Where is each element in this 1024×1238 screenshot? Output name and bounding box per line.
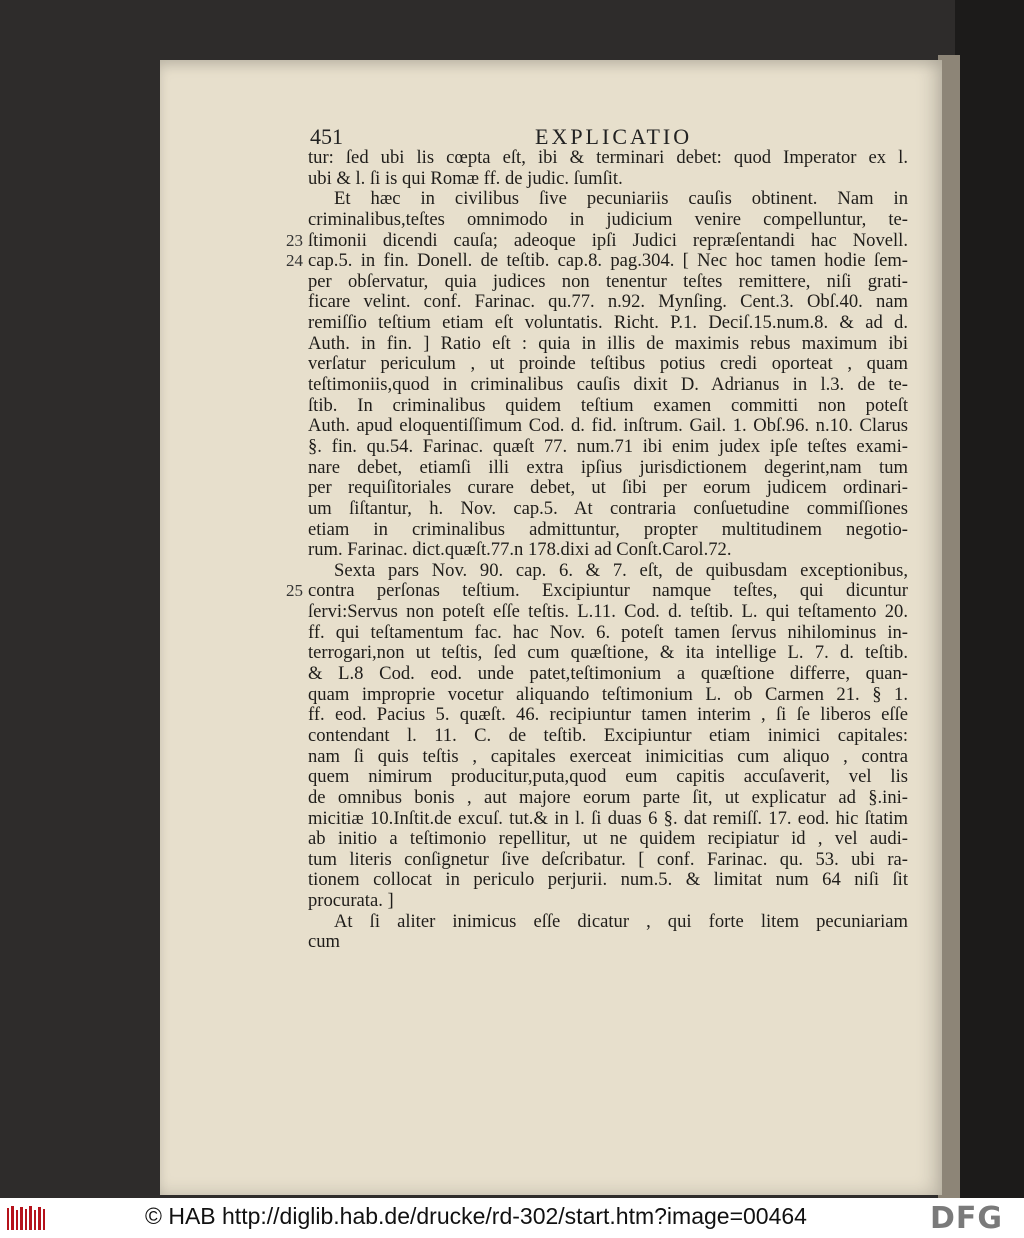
line-text: ſtimonii dicendi cauſa; adeoque ipſi Judici repræſentandi hac Novell. [308, 229, 908, 251]
text-line [308, 705, 908, 726]
line-text: cap.5. in fin. Donell. de teſtib. cap.8. pag.304. [ Nec hoc tamen hodie ſem- [308, 250, 908, 272]
line-text: Auth. in fin. ] Ratio eſt : quia in illis de maximis rebus maximum ibi [308, 332, 908, 354]
text-line [308, 932, 908, 953]
text-line [308, 685, 908, 706]
dfg-logo: DFG [930, 1201, 1004, 1236]
line-text: teſtimoniis,quod in criminalibus cauſis dixit D. Adrianus in l.3. de te- [308, 374, 908, 396]
text-line [308, 416, 908, 437]
text-line [308, 520, 908, 541]
page-header [310, 124, 870, 148]
text-line [308, 643, 908, 664]
text-line [308, 747, 908, 768]
line-text: per requiſitoriales curare debet, ut ſibi per eorum judicem ordinari- [308, 477, 908, 499]
text-line [308, 726, 908, 747]
text-line [286, 250, 908, 272]
line-text: At ſi aliter inimicus eſſe dicatur , qui forte litem pecuniariam [334, 910, 908, 932]
citation-link[interactable]: © HAB http://diglib.hab.de/drucke/rd-302/start.htm?image=00464 [145, 1203, 807, 1229]
line-text: nam ſi quis teſtis , capitales exerceat inimicitias cum aliquo , contra [308, 745, 908, 767]
line-text: Auth. apud eloquentiſſimum Cod. d. fid. inſtrum. Gail. 1. Obſ.96. n.10. Clarus [308, 415, 908, 437]
line-text: de omnibus bonis , aut majore eorum parte ſit, ut explicatur ad §.ini- [308, 786, 908, 808]
text-line [308, 788, 908, 809]
line-text: ab initio a teſtimonio repellitur, ut ne quidem recipiatur id , vel audi- [308, 828, 908, 850]
text-line [308, 189, 908, 210]
text-line [308, 891, 908, 912]
line-text: per obſervatur, quia judices non tenentur teſtes remittere, niſi grati- [308, 270, 908, 292]
line-text: nare debet, etiamſi illi extra ipſius jurisdictionem degerint,nam tum [308, 456, 908, 478]
text-line [308, 602, 908, 623]
text-line [308, 272, 908, 293]
line-text: etiam in criminalibus admittuntur, propter multitudinem negotio- [308, 518, 908, 540]
line-text: remiſſio teſtium etiam eſt voluntatis. Richt. P.1. Deciſ.15.num.8. & ad d. [308, 312, 908, 334]
text-line [308, 499, 908, 520]
line-text: ff. eod. Pacius 5. quæſt. 46. recipiuntur tamen interim , ſi ſe liberos eſſe [308, 704, 908, 726]
text-line [308, 561, 908, 582]
text-line [308, 169, 908, 190]
footer-bar [0, 1198, 1024, 1238]
running-title: EXPLICATIO [535, 124, 693, 149]
text-line [308, 870, 908, 891]
line-text: quam improprie vocetur aliquando teſtimonium L. ob Carmen 21. § 1. [308, 683, 908, 705]
page-number: 451 [310, 124, 343, 149]
line-text: Et hæc in civilibus ſive pecuniariis cauſis obtinent. Nam in [334, 188, 908, 210]
line-text: cum [308, 931, 341, 953]
line-text: contra perſonas teſtium. Excipiuntur namque teſtes, qui dicuntur [308, 580, 908, 602]
line-text: tionem collocat in periculo perjurii. num.5. & limitat num 64 niſi ſit [308, 869, 908, 891]
line-text: procurata. ] [308, 890, 394, 912]
margin-number: 25 [286, 581, 303, 601]
page-text [286, 147, 908, 953]
text-line [286, 229, 908, 252]
text-line [308, 396, 908, 417]
line-text: ff. qui teſtamentum fac. hac Nov. 6. poteſt tamen ſervus nihilominus in- [308, 621, 908, 643]
text-line [308, 623, 908, 644]
text-line [308, 210, 908, 231]
text-line [308, 313, 908, 334]
text-line [308, 478, 908, 499]
line-text: criminalibus,teſtes omnimodo in judicium venire compelluntur, te- [308, 208, 908, 230]
line-text: contendant l. 11. C. de teſtib. Excipiuntur etiam inimici capitales: [308, 724, 908, 746]
text-line [308, 354, 908, 375]
line-text: tur: ſed ubi lis cœpta eſt, ibi & terminari debet: quod Imperator ex l. [308, 147, 908, 168]
line-text: ubi & l. ſi is qui Romæ ff. de judic. ſumſit. [308, 167, 623, 189]
background-right [955, 0, 1024, 1198]
line-text: um ſiſtantur, h. Nov. cap.5. At contraria conſuetudine commiſſiones [308, 497, 908, 519]
text-line [308, 334, 908, 355]
line-text: terrogari,non ut teſtis, ſed cum quæſtione, & ita intellige L. 7. d. teſtib. [308, 642, 908, 664]
text-line [308, 540, 908, 561]
text-line [308, 458, 908, 479]
line-text: §. fin. qu.54. Farinac. quæſt 77. num.71 ibi enim judex ipſe teſtes exami- [308, 435, 908, 457]
line-text: verſatur periculum , ut proinde teſtibus potius credi oporteat , quam [308, 353, 908, 375]
line-text: Sexta pars Nov. 90. cap. 6. & 7. eſt, de quibusdam exceptionibus, [334, 559, 908, 581]
text-line [308, 437, 908, 458]
text-line [308, 829, 908, 850]
text-line [308, 912, 908, 933]
text-line [308, 809, 908, 830]
line-text: ſervi:Servus non poteſt eſſe teſtis. L.11. Cod. d. teſtib. L. qui teſtamento 20. [308, 601, 908, 623]
text-line [308, 664, 908, 685]
line-text: ſtib. In criminalibus quidem teſtium examen committi non poteſt [308, 394, 908, 416]
hab-barcode-logo-icon [6, 1204, 50, 1232]
book-page [160, 60, 942, 1195]
line-text: micitiæ 10.Inſtit.de excuſ. tut.& in l. ſi duas 6 §. dat remiſſ. 17. eod. hic ſtatim [308, 807, 908, 829]
text-line [308, 767, 908, 788]
text-line [308, 148, 908, 169]
text-line [286, 580, 908, 602]
text-line [308, 850, 908, 871]
text-line [308, 375, 908, 396]
margin-number: 24 [286, 251, 303, 271]
line-text: ficare velint. conf. Farinac. qu.77. n.92. Mynſing. Cent.3. Obſ.40. nam [308, 291, 908, 313]
line-text: rum. Farinac. dict.quæſt.77.n 178.dixi ad Conſt.Carol.72. [308, 539, 732, 561]
line-text: tum literis conſignetur ſive deſcribatur. [ conf. Farinac. qu. 53. ubi ra- [308, 848, 908, 870]
text-line [308, 292, 908, 313]
line-text: quem nimirum producitur,puta,quod eum capitis accuſaverit, vel lis [308, 766, 908, 788]
margin-number: 23 [286, 230, 303, 250]
line-text: & L.8 Cod. eod. unde patet,teſtimonium a quæſtione differre, quan- [308, 663, 908, 685]
